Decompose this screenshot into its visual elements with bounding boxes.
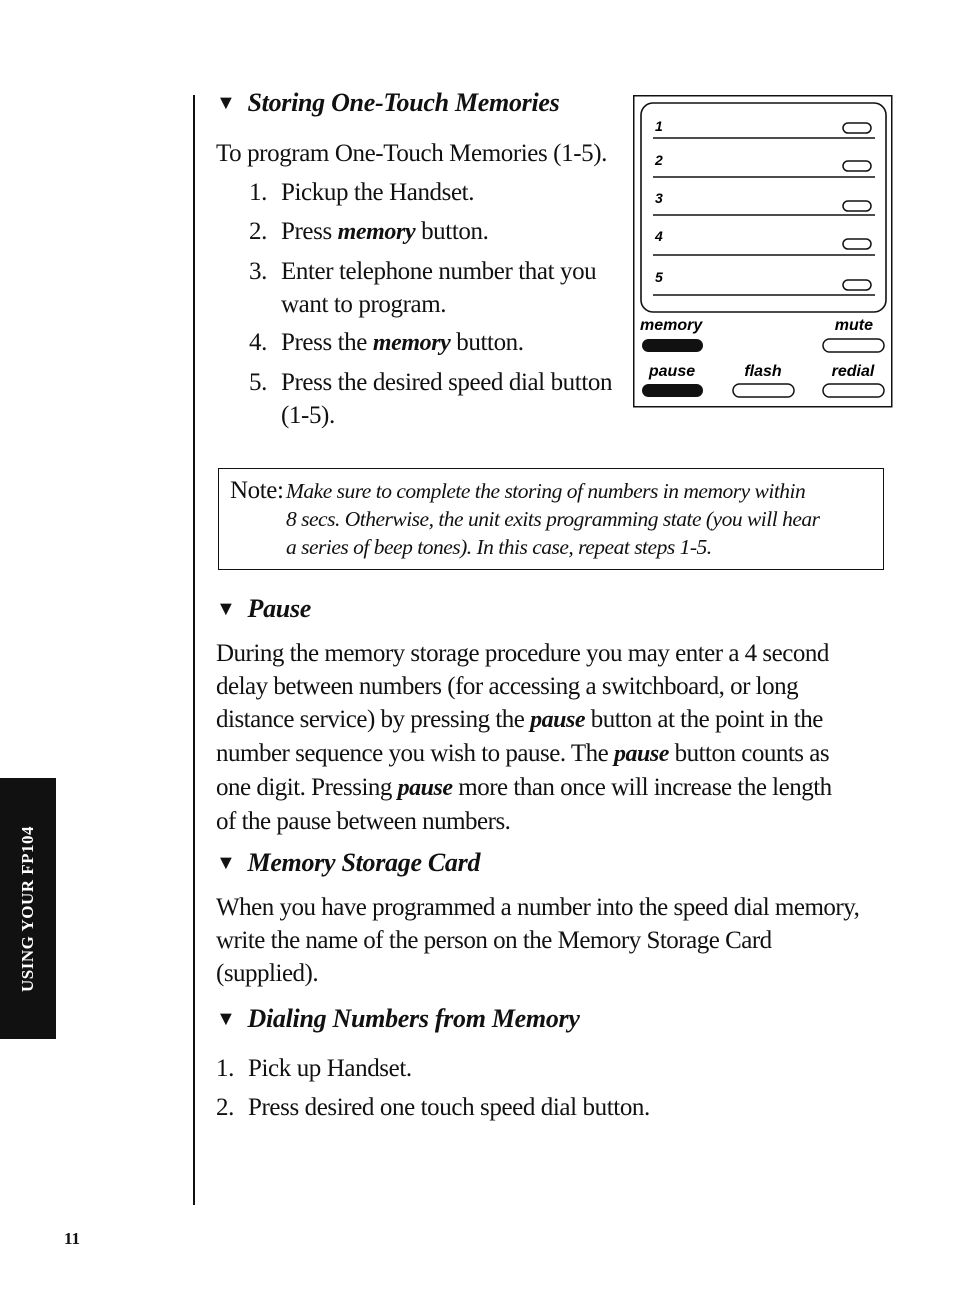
- heading-dialing: [216, 1004, 580, 1034]
- note-label: Note:: [230, 477, 284, 504]
- note-line: a series of beep tones). In this case, repeat steps 1-5.: [286, 535, 712, 559]
- speed-dial-button[interactable]: [843, 239, 871, 249]
- note-line: Make sure to complete the storing of numbers in memory within: [286, 479, 806, 503]
- speed-dial-label: 5: [655, 269, 663, 285]
- memory-button[interactable]: [642, 339, 703, 352]
- list-item: 2. Press desired one touch speed dial button.: [216, 1094, 650, 1121]
- speed-dial-button[interactable]: [843, 280, 871, 290]
- speed-dial-label: 4: [655, 228, 663, 244]
- speed-dial-label: 1: [655, 118, 663, 134]
- speed-dial-button[interactable]: [843, 201, 871, 211]
- list-item: 2. Press memory button.: [249, 218, 489, 245]
- speed-dial-row-3[interactable]: [653, 190, 875, 215]
- heading-storing-text: Storing One-Touch Memories: [247, 88, 560, 117]
- list-item: 3. Enter telephone number that you want to program.: [249, 258, 597, 318]
- triangle-bullet-icon: ▼: [216, 92, 236, 114]
- margin-rule: [193, 95, 195, 1205]
- heading-storing: [216, 88, 559, 118]
- memory-key-label: memory: [640, 317, 703, 334]
- speed-dial-label: 3: [655, 190, 663, 206]
- list-item: 5. Press the desired speed dial button (1-5).: [249, 369, 613, 429]
- heading-memory-card-text: Memory Storage Card: [247, 848, 481, 877]
- diagram-frame: [634, 96, 892, 407]
- pause-button[interactable]: [642, 384, 703, 397]
- dialing-steps: [216, 1052, 650, 1124]
- speed-dial-button[interactable]: [843, 161, 871, 171]
- speed-dial-row-2[interactable]: [653, 152, 875, 177]
- note-line: 8 secs. Otherwise, the unit exits programming state (you will hear: [286, 507, 820, 531]
- page-number: 11: [64, 1229, 81, 1248]
- storing-steps: [249, 176, 612, 432]
- heading-memory-card: [216, 848, 480, 878]
- heading-pause: [216, 594, 311, 624]
- speed-dial-label: 2: [655, 152, 663, 168]
- speed-dial-row-5[interactable]: [653, 269, 875, 295]
- flash-button[interactable]: [733, 384, 794, 397]
- list-item: 1. Pick up Handset.: [216, 1055, 412, 1082]
- keypad-diagram: [633, 95, 893, 409]
- speed-dial-row-1[interactable]: [653, 118, 875, 138]
- flash-key-label: flash: [744, 363, 782, 380]
- list-item: 1. Pickup the Handset.: [249, 179, 475, 206]
- triangle-bullet-icon: ▼: [216, 598, 236, 620]
- pause-key-label: pause: [648, 363, 696, 380]
- mute-button[interactable]: [823, 339, 884, 352]
- mute-key-label: mute: [834, 317, 873, 334]
- speed-dial-button[interactable]: [843, 123, 871, 133]
- memory-card-paragraph: When you have programmed a number into the speed dial memory, write the name of the person on the Memory Storage Card (supplied).: [216, 894, 860, 987]
- section-tab-label: USING YOUR FP104: [18, 825, 38, 992]
- heading-dialing-text: Dialing Numbers from Memory: [247, 1004, 580, 1033]
- triangle-bullet-icon: ▼: [216, 852, 236, 874]
- heading-pause-text: Pause: [247, 594, 312, 623]
- storing-intro: To program One-Touch Memories (1-5).: [216, 140, 608, 167]
- pause-paragraph: During the memory storage procedure you may enter a 4 second delay between numbers (for accessing a switchboard, or long distance service) by pressing the pause button at the point in the number sequence you wish to pause. The pause button counts as one digit. Pressing pause more than once will increase the length of the pause between numbers.: [216, 640, 832, 835]
- triangle-bullet-icon: ▼: [216, 1008, 236, 1030]
- speed-dial-row-4[interactable]: [653, 228, 875, 255]
- note-box: [218, 468, 884, 570]
- redial-key-label: redial: [831, 363, 875, 380]
- redial-button[interactable]: [823, 384, 884, 397]
- section-tab: [0, 778, 56, 1039]
- list-item: 4. Press the memory button.: [249, 329, 524, 356]
